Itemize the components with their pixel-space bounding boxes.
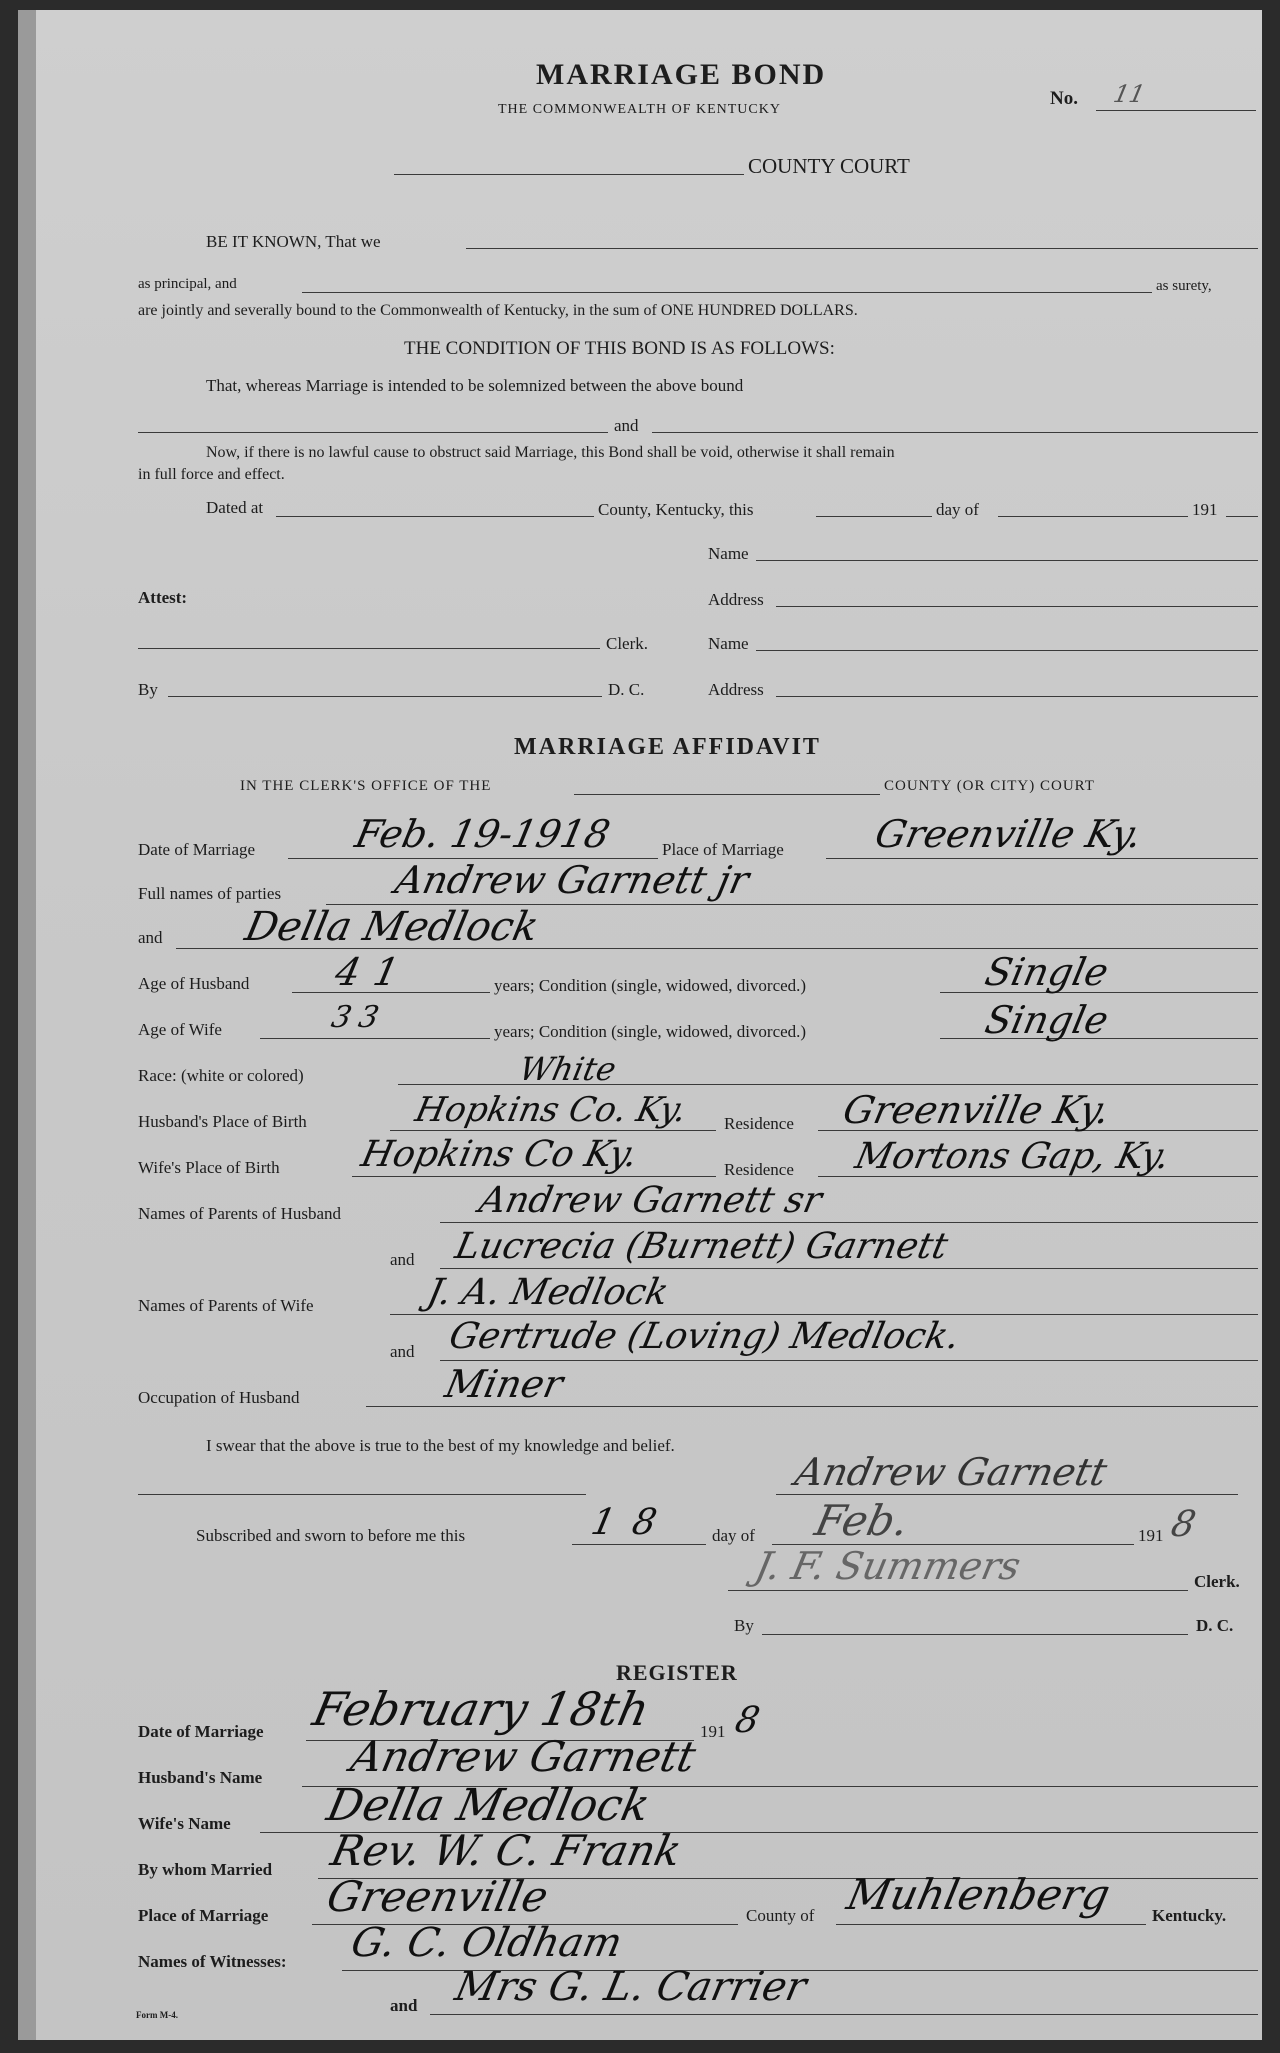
reg-by-whom-label: By whom Married [138, 1860, 273, 1879]
husband-birth-line [390, 1130, 716, 1131]
husband-residence-label: Residence [724, 1114, 794, 1133]
aff-place-line [826, 858, 1258, 859]
reg-county-value: Muhlenberg [842, 1870, 1115, 1919]
surety-label: as surety, [1156, 278, 1212, 294]
be-it-known: BE IT KNOWN, That we [206, 232, 381, 251]
sub-day-of: day of [712, 1526, 755, 1545]
clerk-signature-line [728, 1590, 1188, 1591]
dated-at-line [276, 516, 594, 517]
parent-husband-1: Andrew Garnett sr [475, 1180, 826, 1221]
swear-text: I swear that the above is true to the best of my knowledge and belief. [206, 1436, 675, 1455]
sub-month-value: Feb. [810, 1496, 914, 1545]
surety-address-line [776, 606, 1258, 607]
wife-residence-value: Mortons Gap, Ky. [851, 1136, 1174, 1177]
attest-label: Attest: [138, 588, 188, 607]
aff-dc-label: D. C. [1196, 1616, 1234, 1635]
county-city-label: COUNTY (OR CITY) COURT [884, 778, 1095, 794]
reg-year-prefix: 191 [700, 1722, 726, 1741]
aff-place-value: Greenville Ky. [871, 812, 1146, 856]
principal-line [302, 292, 1152, 293]
county-court-line [394, 174, 744, 175]
reg-place-label: Place of Marriage [138, 1906, 269, 1925]
reg-county-line [836, 1924, 1146, 1925]
document-sheet [18, 10, 1262, 2040]
now-if-text-2: in full force and effect. [138, 466, 285, 483]
reg-witness-2-line [430, 2014, 1258, 2015]
subscribed-text: Subscribed and sworn to before me this [196, 1526, 466, 1545]
parent-husband-2-line [440, 1268, 1258, 1269]
age-wife-value: 33 [328, 1000, 390, 1035]
parents-husband-label: Names of Parents of Husband [138, 1204, 342, 1223]
wife-birth-line [352, 1176, 716, 1177]
bond-subtitle: THE COMMONWEALTH OF KENTUCKY [498, 102, 781, 117]
full-names-label: Full names of parties [138, 884, 282, 903]
parent-wife-2-line [440, 1360, 1258, 1361]
party-1-line [138, 432, 608, 433]
surety-name-label: Name [708, 544, 749, 563]
reg-witnesses-and: and [390, 1996, 418, 2015]
reg-husband-label: Husband's Name [138, 1768, 263, 1787]
clerk-signature: J. F. Summers [751, 1544, 1025, 1588]
reg-place-value: Greenville [322, 1872, 553, 1921]
aff-and-label: and [138, 928, 163, 947]
occupation-line [366, 1406, 1258, 1407]
reg-date-label: Date of Marriage [138, 1722, 264, 1741]
bond-dc-label: D. C. [608, 680, 645, 699]
surety-name-line [756, 560, 1258, 561]
parents-husband-and: and [390, 1250, 415, 1269]
reg-witness-1: G. C. Oldham [347, 1920, 627, 1966]
race-label: Race: (white or colored) [138, 1066, 304, 1085]
full-name-1: Andrew Garnett jr [391, 858, 753, 902]
aff-date-label: Date of Marriage [138, 840, 256, 859]
reg-witnesses-label: Names of Witnesses: [138, 1952, 287, 1971]
aff-place-label: Place of Marriage [662, 840, 784, 859]
age-wife-line [260, 1038, 490, 1039]
now-if-text-1: Now, if there is no lawful cause to obstruct said Marriage, this Bond shall be void, otherwise it shall remain [206, 444, 895, 461]
husband-birth-value: Hopkins Co. Ky. [411, 1090, 691, 1130]
day-line [816, 516, 932, 517]
husband-residence-value: Greenville Ky. [839, 1088, 1114, 1132]
parent-wife-1: J. A. Medlock [423, 1272, 673, 1313]
condition-wife-value: Single [981, 998, 1113, 1042]
county-court-label: COUNTY COURT [748, 154, 910, 178]
bond-title: MARRIAGE BOND [536, 58, 827, 91]
affiant-signature-line [776, 1494, 1238, 1495]
wife-birth-value: Hopkins Co Ky. [357, 1134, 642, 1175]
bond-number-line [1096, 110, 1256, 111]
party-2-line [652, 432, 1258, 433]
years-condition-husband: years; Condition (single, widowed, divorced.) [494, 976, 807, 995]
reg-husband-value: Andrew Garnett [346, 1732, 701, 1781]
occupation-label: Occupation of Husband [138, 1388, 300, 1407]
bond-number-label: No. [1050, 88, 1078, 109]
be-it-known-line [466, 248, 1258, 249]
bond-number-value: 11 [1111, 80, 1148, 108]
sub-year-prefix: 191 [1138, 1526, 1164, 1545]
month-line [998, 516, 1188, 517]
principal-name-label: Name [708, 634, 749, 653]
surety-address-label: Address [708, 590, 764, 609]
aff-by-line [762, 1634, 1188, 1635]
sub-day-value: 18 [587, 1502, 679, 1543]
parent-husband-1-line [440, 1222, 1258, 1223]
years-condition-wife: years; Condition (single, widowed, divorced.) [494, 1022, 807, 1041]
principal-label: as principal, and [138, 276, 237, 292]
county-ky-label: County, Kentucky, this [598, 500, 754, 519]
bond-and: and [614, 416, 639, 435]
parent-wife-1-line [390, 1314, 1258, 1315]
principal-name-line [756, 650, 1258, 651]
sub-day-line [572, 1544, 706, 1545]
reg-date-value: February 18th [308, 1682, 655, 1736]
bond-by-line [168, 696, 602, 697]
parents-wife-and: and [390, 1342, 415, 1361]
parent-wife-2: Gertrude (Loving) Medlock. [445, 1316, 964, 1357]
occupation-value: Miner [441, 1362, 567, 1406]
husband-birth-label: Husband's Place of Birth [138, 1112, 307, 1131]
parent-husband-2: Lucrecia (Burnett) Garnett [451, 1226, 952, 1267]
reg-wife-label: Wife's Name [138, 1814, 231, 1833]
affiant-signature: Andrew Garnett [791, 1450, 1111, 1494]
reg-by-whom-value: Rev. W. C. Frank [326, 1826, 686, 1875]
principal-address-line [776, 696, 1258, 697]
affiant-line-left [138, 1494, 586, 1495]
form-number: Form M-4. [136, 2010, 178, 2020]
affidavit-title: MARRIAGE AFFIDAVIT [514, 734, 821, 760]
wife-birth-label: Wife's Place of Birth [138, 1158, 280, 1177]
condition-heading: THE CONDITION OF THIS BOND IS AS FOLLOWS: [404, 338, 835, 359]
whereas-text: That, whereas Marriage is intended to be solemnized between the above bound [206, 376, 744, 395]
day-of-label: day of [936, 500, 979, 519]
county-city-line [574, 794, 880, 795]
dated-at-label: Dated at [206, 498, 264, 517]
aff-clerk-label: Clerk. [1194, 1572, 1240, 1591]
year-label: 191 [1192, 500, 1218, 519]
reg-year-suffix: 8 [731, 1700, 764, 1741]
clerk-line [138, 648, 600, 649]
aff-by-label: By [734, 1616, 754, 1635]
jointly-text: are jointly and severally bound to the Commonwealth of Kentucky, in the sum of ONE HUNDRED DOLLARS. [138, 302, 858, 319]
bond-clerk-label: Clerk. [606, 634, 649, 653]
year-line [1226, 516, 1258, 517]
age-husband-label: Age of Husband [138, 974, 250, 993]
sub-year-suffix: 8 [1167, 1504, 1200, 1545]
reg-witness-2: Mrs G. L. Carrier [451, 1964, 811, 2010]
parents-wife-label: Names of Parents of Wife [138, 1296, 314, 1315]
register-title: REGISTER [616, 1660, 738, 1685]
aff-date-value: Feb. 19-1918 [351, 812, 614, 856]
clerks-office-label: IN THE CLERK'S OFFICE OF THE [240, 778, 492, 794]
wife-residence-label: Residence [724, 1160, 794, 1179]
bond-by-label: By [138, 680, 158, 699]
principal-address-label: Address [708, 680, 764, 699]
reg-kentucky: Kentucky. [1152, 1906, 1227, 1925]
condition-husband-value: Single [981, 950, 1113, 994]
reg-wife-value: Della Medlock [322, 1780, 655, 1831]
full-name-2: Della Medlock [241, 904, 543, 950]
reg-county-of: County of [746, 1906, 815, 1925]
age-wife-label: Age of Wife [138, 1020, 222, 1039]
race-value: White [515, 1050, 620, 1088]
age-husband-value: 41 [331, 950, 418, 994]
